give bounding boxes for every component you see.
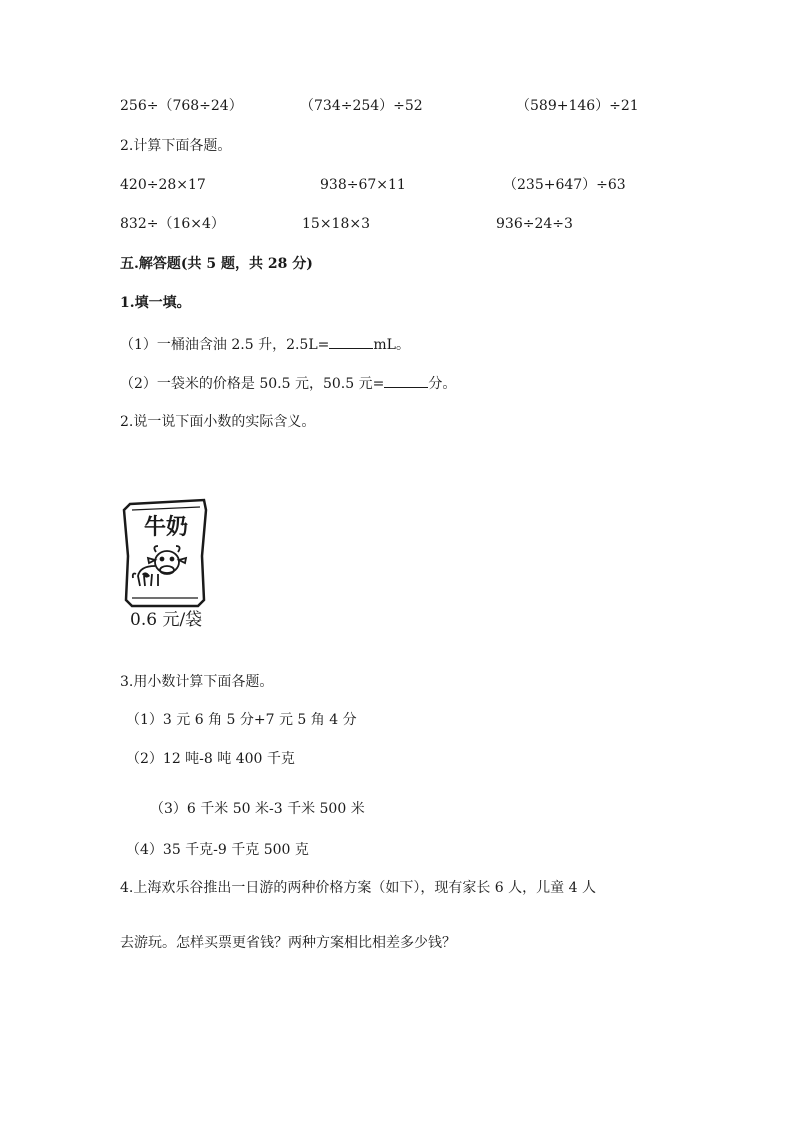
expression-2: （734÷254）÷52 xyxy=(300,98,423,114)
problem-3-item-3: （3）6 千米 50 米-3 千米 500 米 xyxy=(150,801,365,817)
calc-1-2: 938÷67×11 xyxy=(320,177,406,193)
expression-3: （589+146）÷21 xyxy=(516,98,639,114)
problem-3-item-4: （4）35 千克-9 千克 500 克 xyxy=(126,842,309,858)
calc-1-3: （235+647）÷63 xyxy=(503,177,626,193)
calc-2-3: 936÷24÷3 xyxy=(496,216,573,232)
answer-blank-1[interactable] xyxy=(329,336,373,349)
question-2-title: 2.计算下面各题。 xyxy=(120,138,232,154)
problem-3-title: 3.用小数计算下面各题。 xyxy=(120,674,274,690)
problem-3-item-1: （1）3 元 6 角 5 分+7 元 5 角 4 分 xyxy=(126,712,357,728)
section-5-title: 五.解答题(共 5 题，共 28 分) xyxy=(120,256,313,272)
package-label: 牛奶 xyxy=(143,515,189,540)
expression-1: 256÷（768÷24） xyxy=(120,98,243,114)
fill-item-1-unit: mL。 xyxy=(373,337,410,353)
fill-item-1 xyxy=(120,336,410,352)
answer-blank-2[interactable] xyxy=(384,375,428,388)
calc-1-1: 420÷28×17 xyxy=(120,177,206,193)
fill-item-2-text: （2）一袋米的价格是 50.5 元，50.5 元= xyxy=(120,376,385,392)
milk-price: 0.6 元/袋 xyxy=(130,610,203,630)
problem-4-line-2: 去游玩。怎样买票更省钱？两种方案相比相差多少钱？ xyxy=(120,935,456,951)
calc-2-1: 832÷（16×4） xyxy=(120,216,225,232)
milk-package-icon xyxy=(118,496,214,612)
fill-item-2 xyxy=(120,375,456,391)
problem-1-title: 1.填一填。 xyxy=(120,295,191,311)
problem-2-title: 2.说一说下面小数的实际含义。 xyxy=(120,414,316,430)
problem-3-item-2: （2）12 吨-8 吨 400 千克 xyxy=(126,751,295,767)
problem-4-line-1: 4.上海欢乐谷推出一日游的两种价格方案（如下），现有家长 6 人，儿童 4 人 xyxy=(120,880,596,896)
calc-2-2: 15×18×3 xyxy=(302,216,370,232)
fill-item-1-text: （1）一桶油含油 2.5 升，2.5L= xyxy=(120,337,330,353)
fill-item-2-unit: 分。 xyxy=(428,376,457,392)
